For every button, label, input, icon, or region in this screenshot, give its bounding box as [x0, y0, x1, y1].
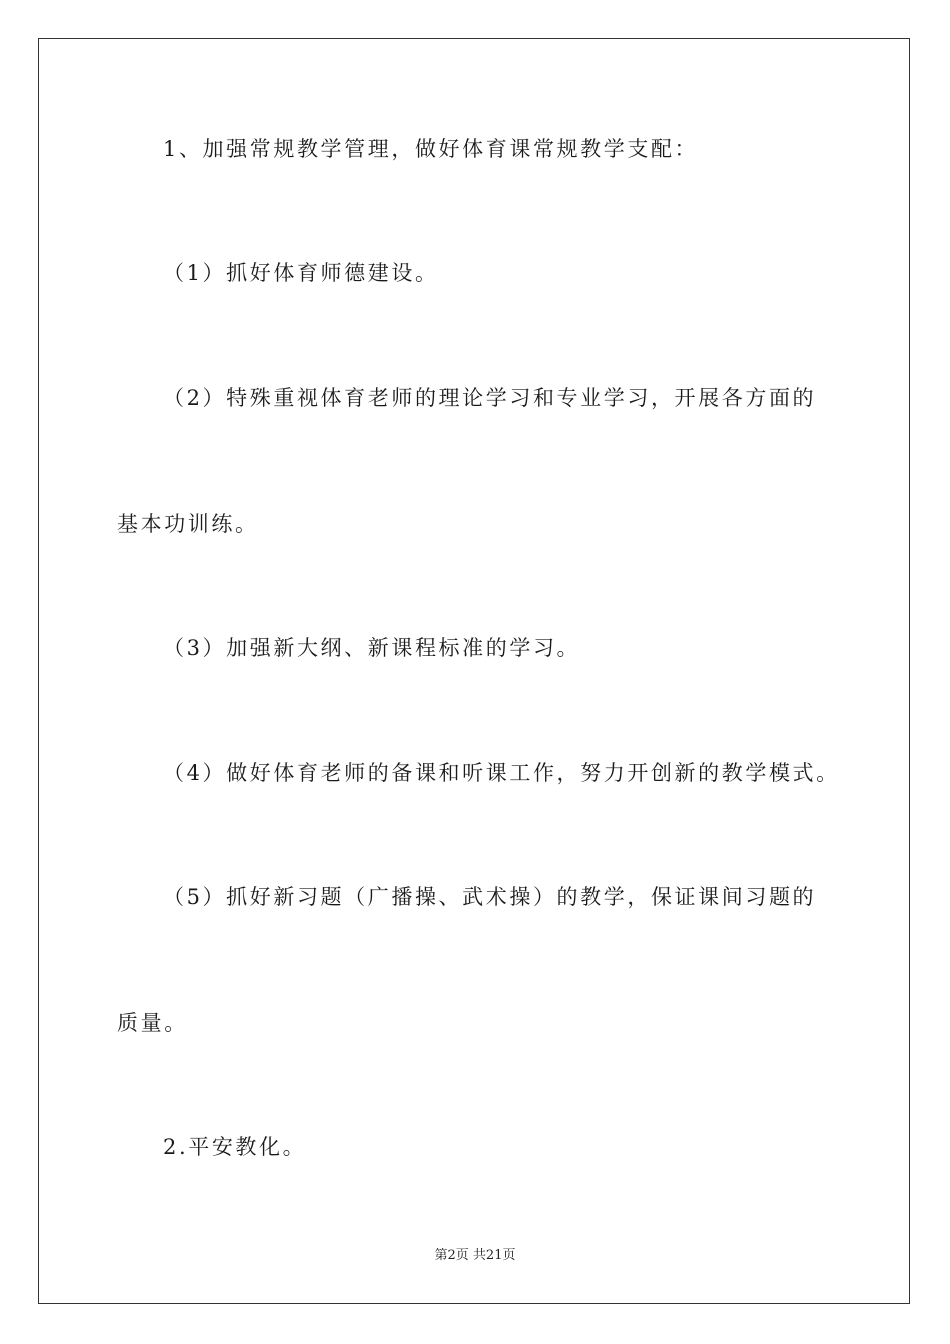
paragraph-1: 1、加强常规教学管理，做好体育课常规教学支配： [163, 137, 699, 161]
paragraph-4: （3）加强新大纲、新课程标准的学习。 [163, 636, 581, 660]
paragraph-2: （1）抓好体育师德建设。 [163, 261, 439, 285]
page-number-footer: 第2页 共21页 [434, 1248, 516, 1263]
page-border [38, 38, 910, 1304]
paragraph-3-continuation: 基本功训练。 [117, 512, 259, 536]
section-heading-2: 2.平安教化。 [163, 1135, 307, 1159]
paragraph-3: （2）特殊重视体育老师的理论学习和专业学习，开展各方面的 [163, 386, 817, 410]
paragraph-5: （4）做好体育老师的备课和听课工作，努力开创新的教学模式。 [163, 761, 840, 785]
paragraph-6: （5）抓好新习题（广播操、武术操）的教学，保证课间习题的 [163, 885, 817, 909]
paragraph-6-continuation: 质量。 [117, 1011, 188, 1035]
